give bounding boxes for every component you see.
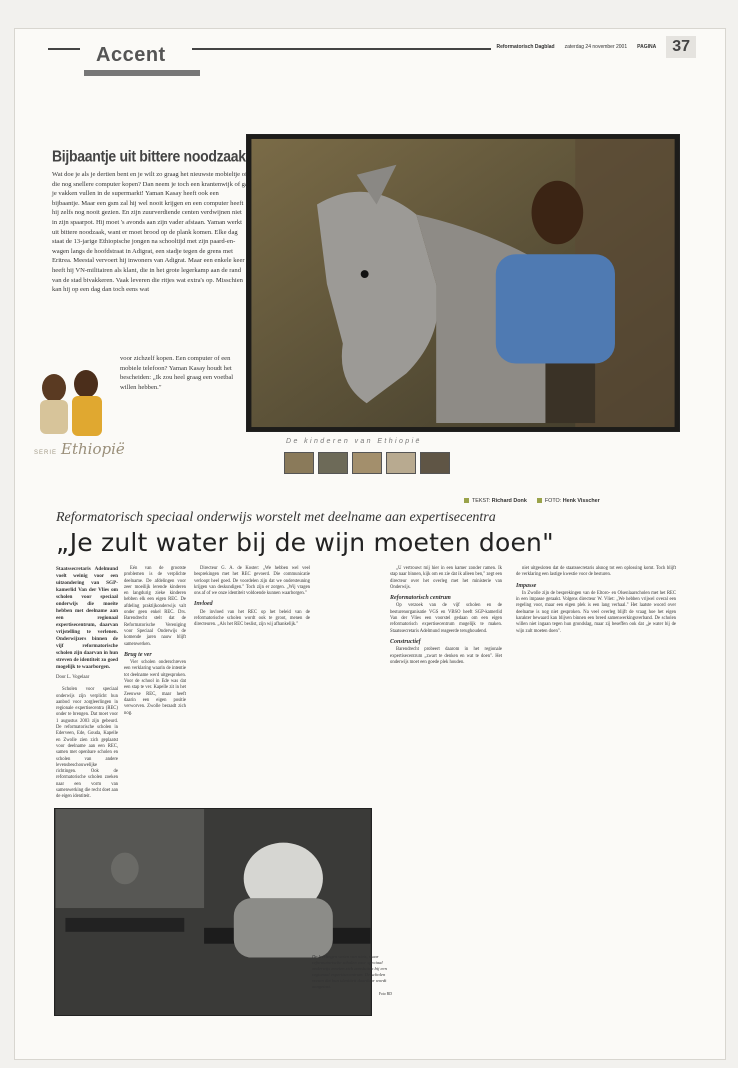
top-article-body: Wat doe je als je dertien bent en je wilt zo graag het nieuwste mobieltje of die nog snellere computer kopen? Dan neem je toch een krantenwijk of ga je vakken vullen in de supermarkt! Yaman Kasay heeft ook een bijbaantje. Maar een gsm zal hij wel nooit krijgen en een computer heeft hij zelfs nog nooit gezien. En zijn zuurverdiende centen verdwijnen niet in zijn spaarpot. Hij moet 's avonds aan zijn vader afstaan. Yaman werkt uit bittere noodzaak, want er moet brood op de plank komen. Elke dag staat de 13-jarige Ethiopische jongen na schooltijd met zijn paard-en-wagen langs de hoofdstraat in Adigrat, een stadje tegen de grens met Eritrea. Meestal vervoert hij inwoners van Adigrat. Maar een enkele keer heeft hij VN-militairen als klant, die in het grote legerkamp aan de rand van de stad bivakkeren. Vaak leveren die ritjes wat extra's op. Misschien kan hij op een dag dan toch eens wat xyxy=(52,171,248,294)
header-meta xyxy=(491,36,697,58)
column-text: Barendrecht probeert daarom in het regionale expertisecentrum „zwart te denken en wat te doen". Het onderwijs moet een goede plek houden. xyxy=(390,647,502,665)
thumbnail[interactable] xyxy=(352,452,382,474)
column-text: In Zwolle zijn de besprekingen van de Eltoro- en Olsenlaarscholen met het REC in een impasse geraakt. Volgens directeur W. Vliet: „We hebben vrijwel overal een regeling voor, maar een eigen plek is een lang verhaal." Het laatste woord over deelname is nog niet gesproken. Na veel overleg blijft de vraag hoe het eigen karakter bewaard kan blijven binnen een breed samenwerkingsverband. De scholen willen niet ingaan tegen hun grondslag, maar zij beseffen ook dat „je water bij de wijn zult moeten doen". xyxy=(516,590,676,634)
paper-name: Reformatorisch Dagblad xyxy=(496,44,555,50)
children-photo xyxy=(24,360,120,438)
photo-author: Henk Visscher xyxy=(562,498,600,504)
photo-credit: FOTO: Henk Visscher xyxy=(537,498,600,504)
text-credit-label: TEKST xyxy=(472,498,489,504)
subheading-invloed: Invloed xyxy=(194,601,213,608)
text-author: Richard Donk xyxy=(491,498,527,504)
column-text: De invloed van het REC op het beleid van de reformatorische scholen wordt ook te groot, menen de directeuren. „Als het REC beslist, zijn wij afhankelijk." xyxy=(194,609,310,628)
column-text: Op verzoek van de vijf scholen en de besturenorganisatie VGS en VBSO heeft SGP-kamerlid Van der Vlies een voorstel gedaan om een eigen reformatorisch expertisecentrum mogelijk te maken. Staatssecretaris Adelmund reageerde terughoudend. xyxy=(390,603,502,634)
article-column-3 xyxy=(194,566,310,808)
photo-credit-label: FOTO xyxy=(544,498,560,504)
article-column-3b xyxy=(316,566,376,802)
subheading-constructief: Constructief xyxy=(390,638,421,645)
thumbnail[interactable] xyxy=(318,452,348,474)
column-text: Directeur G. A. de Koster: „We hebben wel veel besprekingen met het REC gevoerd. Die communicatie verloopt heel goed. De voordelen zijn dat we ondersteuning krijgen van deskundigen." Toch zijn er zorgen. „Wij vragen ons af of we onze identiteit voldoende kunnen waarborgen." xyxy=(194,566,310,597)
column-text: niet uitgesloten dat de staatssecretaris alsnog tot een oplossing komt. Toch blijft de verklaring een lastige kwestie voor de besturen. xyxy=(516,566,676,578)
page-header xyxy=(14,28,726,76)
page-label: PAGINA xyxy=(637,44,657,50)
article-column-2 xyxy=(124,566,186,808)
article-byline: Door L. Vogelaar xyxy=(56,675,90,680)
subheading-impasse: Impasse xyxy=(516,582,537,589)
thumbnail[interactable] xyxy=(284,452,314,474)
series-small-label: SERIE xyxy=(34,450,58,456)
article-kicker: Reformatorisch speciaal onderwijs worstelt met deelname aan expertisecentra xyxy=(56,510,496,525)
article-column-4 xyxy=(390,566,502,1018)
column-text: Scholen voor speciaal onderwijs zijn verplicht hun aanbod voor zorgleerlingen in regionale expertisecentra (REC) onder te brengen. Dat moet voor 1 augustus 2003 zijn gebeurd. De reformatorische scholen in Ederveen, Ede, Gouda, Kapelle en Zwolle zien zich geplaatst voor deelname aan een REC, samen met openbare scholen en scholen van andere levensbeschouwelijke richtingen. Ook de reformatorische scholen zoeken naar een vorm van samenwerking die recht doet aan de eigen identiteit. xyxy=(56,687,118,800)
series-thumbnails xyxy=(284,452,450,474)
page-number: 37 xyxy=(666,36,696,58)
series-strip-label: De kinderen van Ethiopië xyxy=(286,438,422,445)
thumbnail[interactable] xyxy=(386,452,416,474)
article-headline: „Je zult water bij de wijn moeten doen" xyxy=(56,528,554,557)
issue-date: zaterdag 24 november 2001 xyxy=(564,44,628,50)
column-text: „U vertrouwt mij hier in een kamer zonder ramen. Ik stap naar binnen, kijk om en zie dat ik alleen ben," zegt een directeur over het overleg met het ministerie van Onderwijs. xyxy=(390,566,502,590)
subheading-brug: Brug te ver xyxy=(124,651,152,658)
top-article-title: Bijbaantje uit bittere noodzaak xyxy=(52,147,246,165)
subheading-centrum: Reformatorisch centrum xyxy=(390,595,451,602)
horse-boy-photo xyxy=(246,134,680,432)
text-credit: TEKST: Richard Donk xyxy=(464,498,527,504)
section-title: Accent xyxy=(80,34,192,74)
thumbnail[interactable] xyxy=(420,452,450,474)
section-underline xyxy=(84,70,200,76)
photo-credits xyxy=(464,498,600,504)
article-lead: Staatssecretaris Adelmund voelt weinig voor een uitzondering van SGP-kamerlid Van der Vlies om scholen voor speciaal onderwijs die moeite hebben met deelname aan een regionaal expertisecentrum, daarvan vrijstelling te verlenen. Onderwijzers binnen de vijf reformatorische scholen zijn daarvan in hun streven de identiteit zo goed mogelijk te waarborgen. xyxy=(56,566,118,670)
caption-credit: Foto RD xyxy=(378,992,392,996)
column-text: Vier scholen onderschreven een verklaring waarin de intentie tot deelname werd uitgesproken. Voor de school in Ede was dat een stap te ver. Kapelle zit in het Zeeuwse REC, maar heeft daarin een eigen positie verworven. Zwolle beraadt zich nog. xyxy=(124,660,186,716)
series-name: Ethiopië xyxy=(61,440,125,458)
column-text: Eén van de grootste problemen is de verplichte deelname. De afdelingen voor zeer moeilijk lerende kinderen en langdurig zieke kinderen hebben elk een eigen REC. De afdeling praktijkonderwijs valt onder geen enkel REC. Drs. Barendrecht stelt dat de Reformatorische Vereniging voor Speciaal Onderwijs de komende jaren nauw blijft samenwerken. xyxy=(124,566,186,647)
top-article-body-end: voor zichzelf kopen. Een computer of een mobiele telefoon? Yaman Kasay houdt het bescheiden: „Ik zou heel graag een voetbal willen hebben." xyxy=(120,355,234,391)
series-logo xyxy=(34,440,125,458)
photo-caption xyxy=(312,954,392,997)
article-column-1 xyxy=(56,566,118,808)
caption-text: De leerlingen weten van niets, maar reformatorische scholen voor speciaal onderwijs moeten zich aansluiten bij een regionaal expertisecentrum. De scholen vrezen dat hun identiteit daardoor wordt aangetast. xyxy=(312,954,387,989)
article-column-5 xyxy=(516,566,676,1018)
